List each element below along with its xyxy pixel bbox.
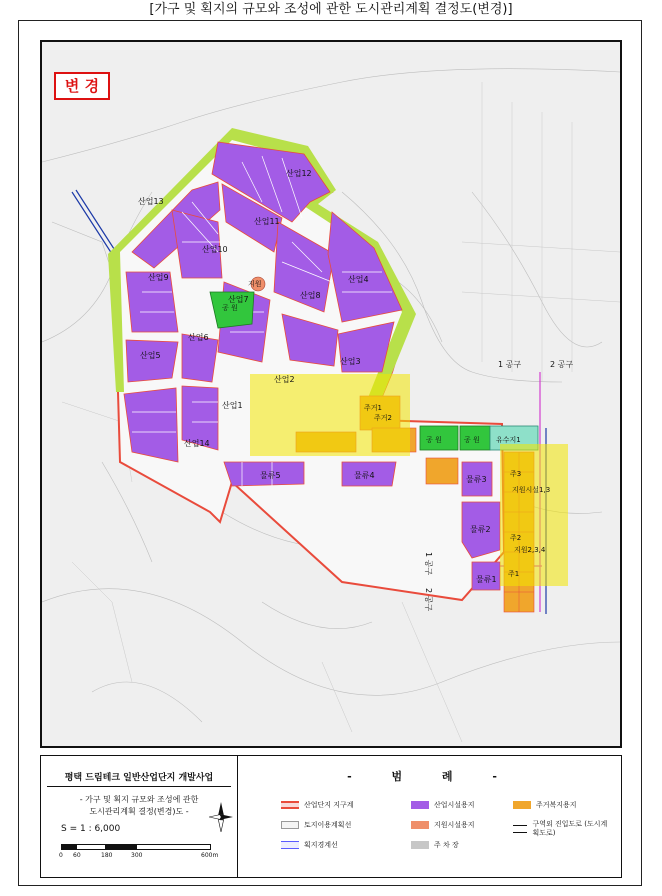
support-label: 지원시설1,3 [512, 486, 551, 494]
block-label: 산업10 [202, 245, 228, 254]
legend-item: 획지경계선 [281, 840, 338, 850]
legend-item: 구역외 진입도로 (도시계획도로) [513, 820, 611, 838]
block-label: 산업7 [228, 295, 249, 304]
change-badge: 변 경 [54, 72, 110, 100]
scale-tick: 300 [131, 852, 143, 859]
lot-label: 2 공구 [550, 360, 574, 369]
block-label: 산업1 [222, 401, 243, 410]
support-label: 지원 [248, 280, 262, 288]
block-label: 물류4 [354, 471, 375, 480]
north-arrow-icon [209, 802, 233, 832]
project-title: 평택 드림테크 일반산업단지 개발사업 [64, 773, 214, 783]
planning-map [42, 42, 620, 746]
page-title: [가구 및 획지의 규모와 조성에 관한 도시관리계획 결정도(변경)] [149, 2, 513, 17]
block-label: 산업11 [254, 217, 280, 226]
block-label: 물류1 [476, 575, 497, 584]
title-block [40, 755, 622, 878]
block-label: 산업12 [286, 169, 312, 178]
block-label: 산업3 [340, 357, 361, 366]
block-label: 산업13 [138, 197, 164, 206]
block-label: 산업8 [300, 291, 321, 300]
res-label: 주2 [510, 534, 522, 542]
legend-item: 산업시설용지 [411, 800, 475, 810]
block-label: 물류3 [466, 475, 487, 484]
block-label: 산업14 [184, 439, 210, 448]
water-label: 유수지1 [496, 436, 521, 444]
scale-bar [61, 844, 211, 850]
res-label: 주1 [508, 570, 520, 578]
legend-item: 주거복지용지 [513, 800, 577, 810]
scale-text: S = 1 : 6,000 [61, 824, 121, 834]
map-panel[interactable] [40, 40, 622, 748]
legend [241, 756, 621, 877]
project-subtitle: - 가구 및 획지 규모와 조성에 관한 [79, 795, 199, 804]
divider [47, 786, 231, 787]
res-label: 주거2 [374, 414, 392, 422]
lot-label: 1 공구 [498, 360, 522, 369]
block-label: 산업2 [274, 375, 295, 384]
res-label: 주거1 [364, 404, 382, 412]
scale-tick: 180 [101, 852, 113, 859]
lot-label: 1 공구 [424, 552, 433, 576]
block-label: 산업6 [188, 333, 209, 342]
park-label: 공 원 [464, 436, 480, 444]
park-label: 공 원 [222, 304, 238, 312]
legend-item: 토지이용계획선 [281, 820, 351, 830]
park-label: 공 원 [426, 436, 442, 444]
scale-tick: 0 [59, 852, 63, 859]
support-label: 지원2,3,4 [514, 546, 546, 554]
block-label: 산업4 [348, 275, 369, 284]
legend-item: 산업단지 지구계 [281, 800, 354, 810]
block-label: 물류5 [260, 471, 281, 480]
block-label: 산업5 [140, 351, 161, 360]
project-subtitle: 도시관리계획 결정(변경)도 - [89, 807, 189, 816]
scale-tick: 60 [73, 852, 81, 859]
res-label: 주3 [510, 470, 522, 478]
block-label: 물류2 [470, 525, 491, 534]
legend-title: - 범 례 - [347, 770, 515, 783]
block-label: 산업9 [148, 273, 169, 282]
legend-item: 지원시설용지 [411, 820, 475, 830]
lot-label: 2 공구 [424, 588, 433, 612]
project-panel [41, 756, 238, 877]
legend-item: 주 차 장 [411, 840, 459, 850]
scale-tick: 600m [201, 852, 219, 859]
